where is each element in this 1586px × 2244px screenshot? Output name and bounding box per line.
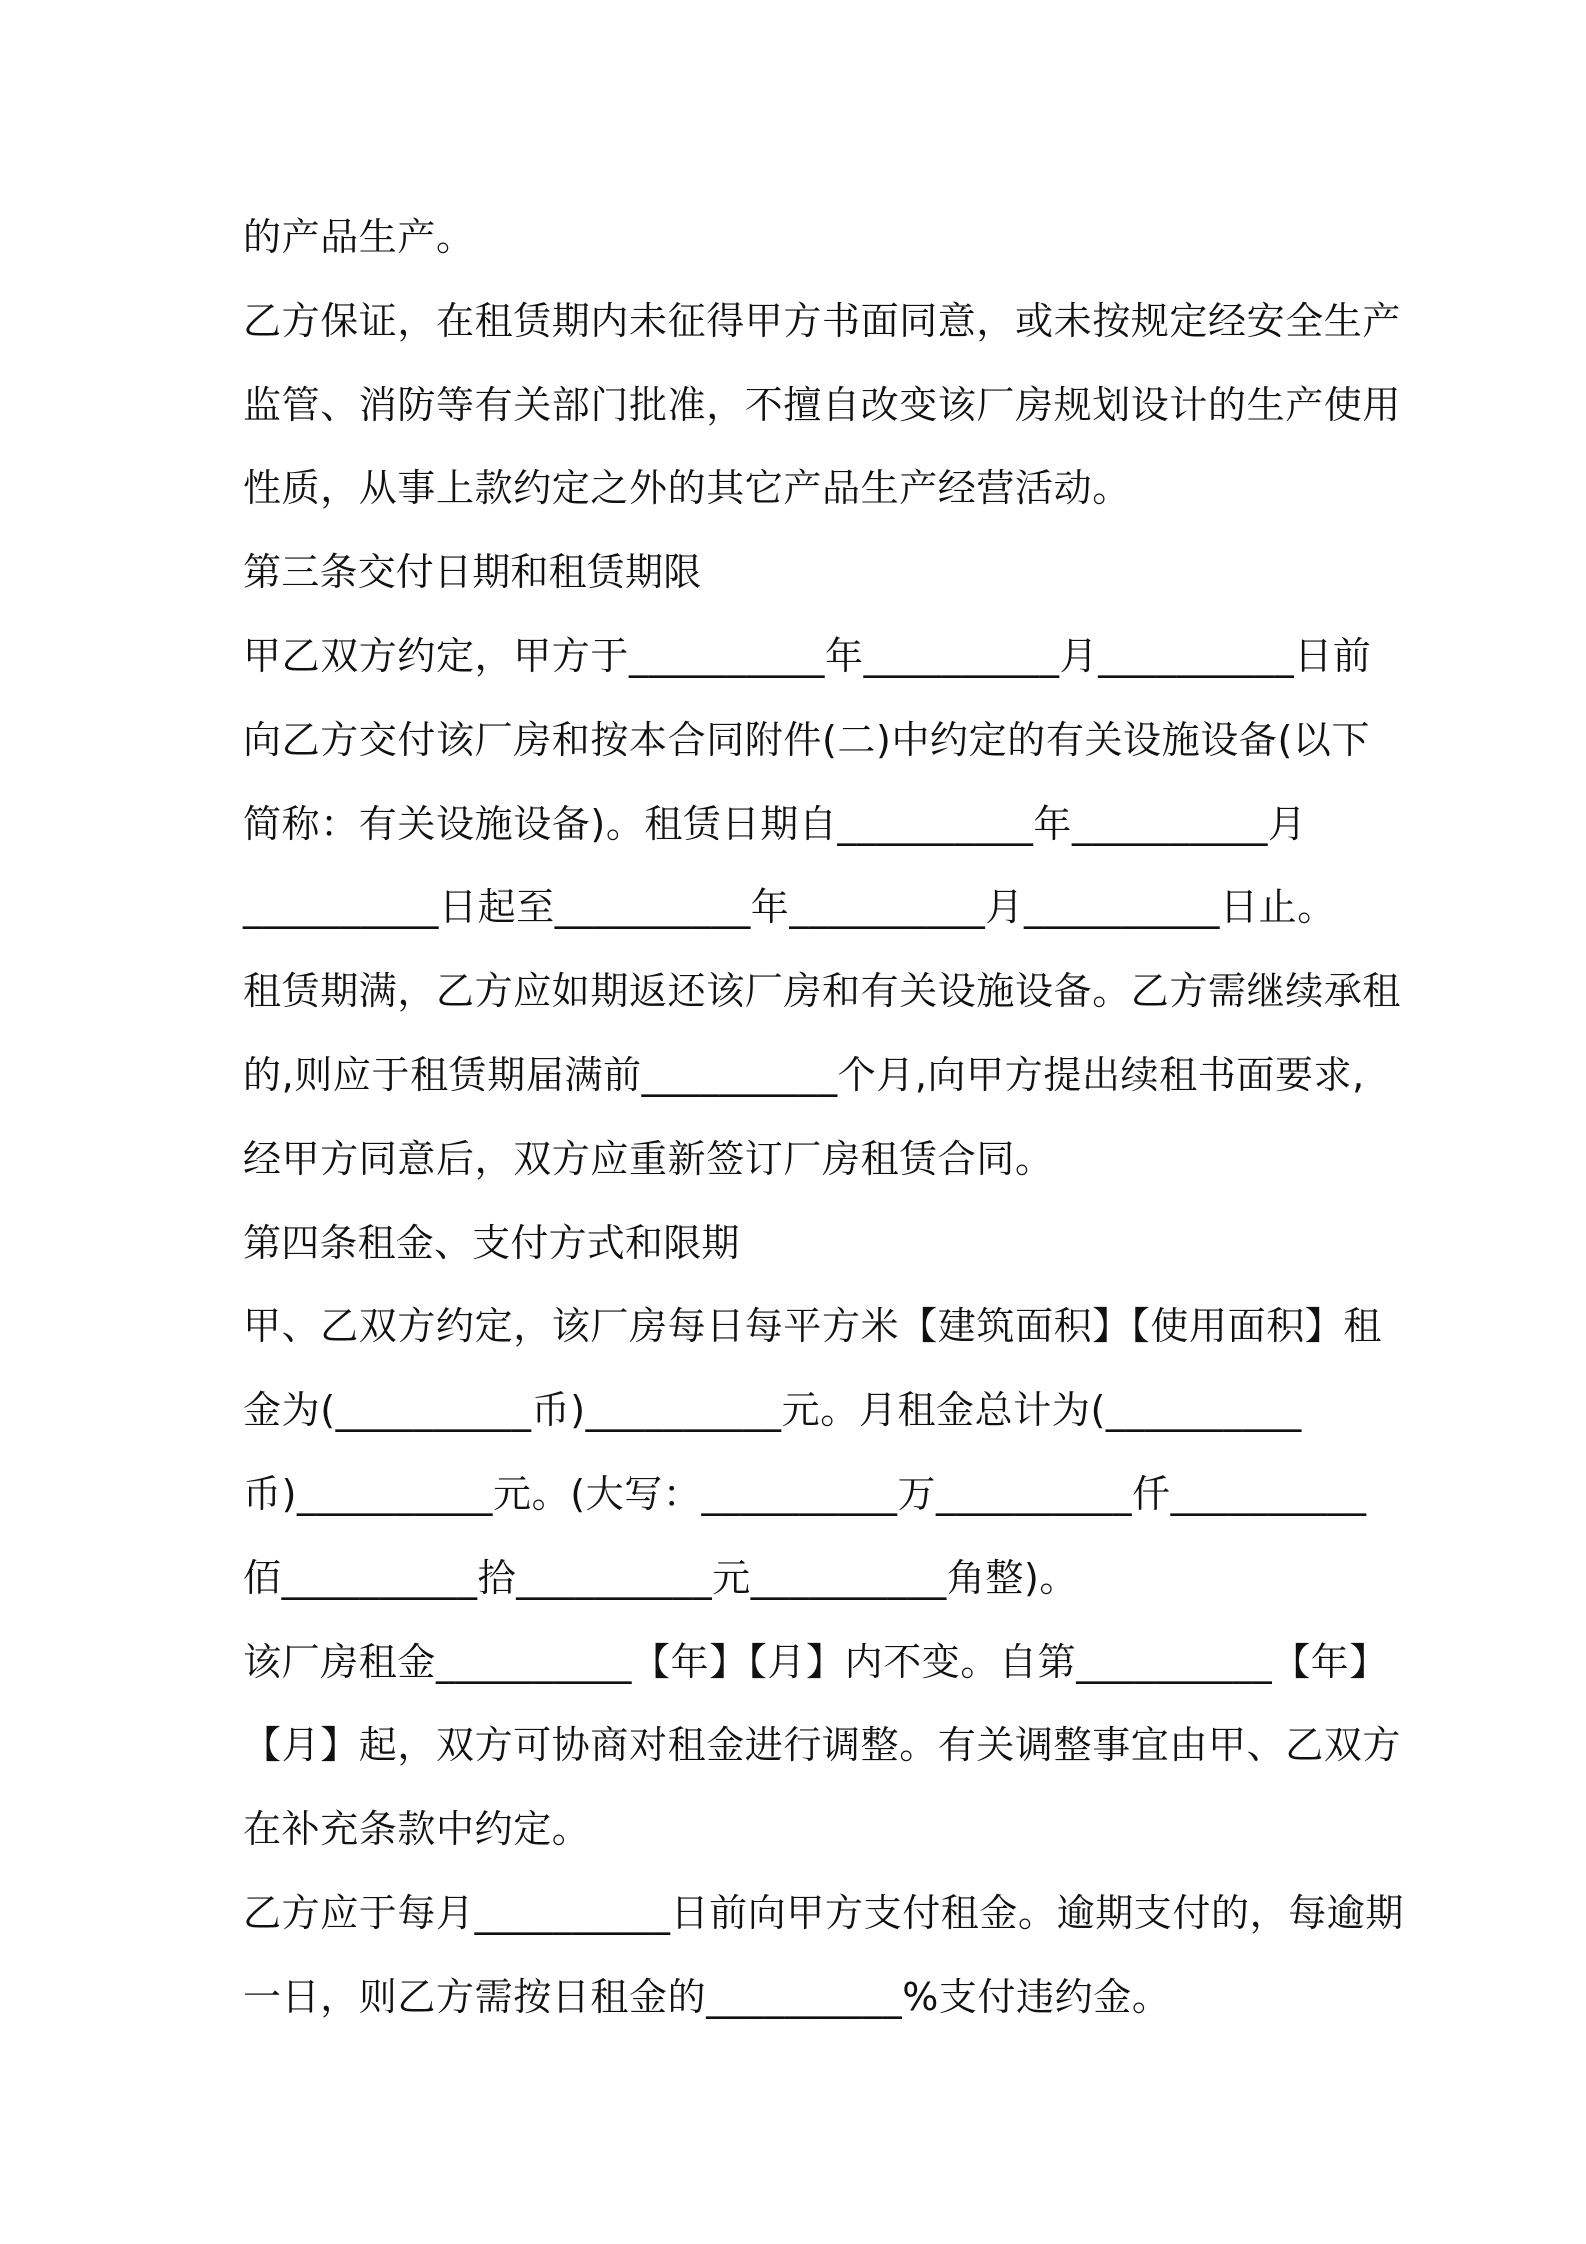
text-line: 甲乙双方约定，甲方于__________年__________月__________日前 xyxy=(243,633,1372,678)
text-line: 该厂房租金__________【年】【月】内不变。自第__________【年】 xyxy=(243,1639,1389,1684)
text-line: 的产品生产。 xyxy=(243,215,475,259)
contract-text-block xyxy=(243,196,1405,2040)
text-line: 佰__________拾__________元__________角整)。 xyxy=(243,1555,1079,1600)
text-line: 金为(__________币)__________元。月租金总计为(__________ xyxy=(243,1388,1302,1433)
text-line: 租赁期满，乙方应如期返还该厂房和有关设施设备。乙方需继续承租 xyxy=(243,969,1402,1014)
section-heading-article-3: 第三条交付日期和租赁期限 xyxy=(243,550,702,595)
text-line: 【月】起，双方可协商对租金进行调整。有关调整事宜由甲、乙双方 xyxy=(243,1723,1402,1768)
text-line: 的,则应于租赁期届满前__________个月,向甲方提出续租书面要求, xyxy=(243,1052,1365,1097)
text-line: 简称：有关设施设备)。租赁日期自__________年__________月 xyxy=(243,801,1307,846)
text-line: __________日起至__________年__________月__________日止。 xyxy=(243,885,1336,930)
text-line: 性质，从事上款约定之外的其它产品生产经营活动。 xyxy=(243,466,1131,511)
text-line: 乙方应于每月__________日前向甲方支付租金。逾期支付的，每逾期 xyxy=(243,1890,1405,1935)
text-line: 币)__________元。(大写：__________万__________仟__________ xyxy=(243,1471,1367,1516)
text-line: 乙方保证，在租赁期内未征得甲方书面同意，或未按规定经安全生产 xyxy=(243,298,1402,343)
text-line: 在补充条款中约定。 xyxy=(243,1807,591,1852)
section-heading-article-4: 第四条租金、支付方式和限期 xyxy=(243,1220,740,1265)
text-line: 向乙方交付该厂房和按本合同附件(二)中约定的有关设施设备(以下 xyxy=(243,717,1371,762)
text-line: 一日，则乙方需按日租金的__________%支付违约金。 xyxy=(243,1974,1171,2019)
text-line: 经甲方同意后，双方应重新签订厂房租赁合同。 xyxy=(243,1136,1054,1181)
text-line: 甲、乙双方约定，该厂房每日每平方米【建筑面积】【使用面积】租 xyxy=(243,1304,1383,1349)
text-line: 监管、消防等有关部门批准，不擅自改变该厂房规划设计的生产使用 xyxy=(243,382,1402,427)
